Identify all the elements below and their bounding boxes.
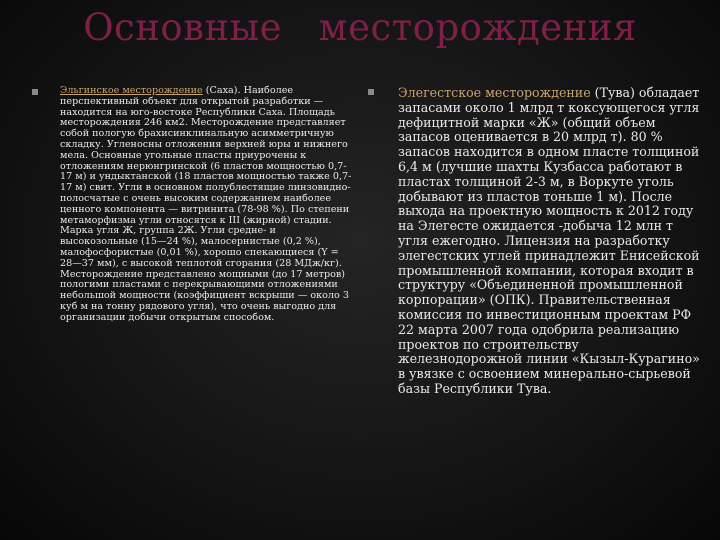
elegest-field-name: Элегестское месторождение [398,85,591,100]
elga-field-text [60,86,352,324]
elga-field-link[interactable]: Эльгинское месторождение [60,85,203,96]
bullet-icon [368,89,374,95]
elegest-field-text [398,86,700,397]
bullet-icon [32,89,38,95]
elga-field-description: (Саха). Наиболее перспективный объект для открытой разработки — находится на юго-востоке Республики Саха. Площадь месторождения 246 км2. Месторождение представляет собой пологую брахисинклинальную асимметричную складку. Угленосны отложения верхней юры и нижнего мела. Основные угольные пласты приурочены к отложениям нерюнгринской (6 пластов мощностью 0,7-17 м) и ундыктанской (18 пластов мощностью также 0,7-17 м) свит. Угли в основном полублестящие линзовидно-полосчатые с очень высоким содержанием наиболее ценного компонента — витринита (78-98 %). По степени метаморфизма угли относятся к III (жирной) стадии. Марка угля Ж, группа 2Ж. Угли средне- и высокозольные (15—24 %), малосернистые (0,2 %), малофосфористые (0,01 %), хорошо спекающиеся (Y = 28—37 мм), с высокой теплотой сгорания (28 МДж/кг). Месторождение представлено мощными (до 17 метров) пологими пластами с перекрывающими отложениями небольшой мощности (коэффициент вскрыши — около 3 куб м на тонну рядового угля), что очень выгодно для организации добычи открытым способом. [60,85,352,323]
elegest-field-description: (Тува) обладает запасами около 1 млрд т коксующегося угля дефицитной марки «Ж» (общий объем запасов оценивается в 20 млрд т). 80 % запасов находится в одном пласте толщиной 6,4 м (лучшие шахты Кузбасса работают в пластах толщиной 2-3 м, в Воркуте уголь добывают из пластов тоньше 1 м). После выхода на проектную мощность к 2012 году на Элегесте ожидается -добыча 12 млн т угля ежегодно. Лицензия на разработку элегестских углей принадлежит Енисейской промышленной компании, которая входит в структуру «Объединенной промышленной корпорации» (ОПК). Правительственная комиссия по инвестиционным проектам РФ 22 марта 2007 года одобрила реализацию проектов по строительству железнодорожной линии «Кызыл-Курагино» в увязке с освоением минерально-сырьевой базы Республики Тува. [398,85,700,396]
slide-title: Основные месторождения [83,6,637,49]
